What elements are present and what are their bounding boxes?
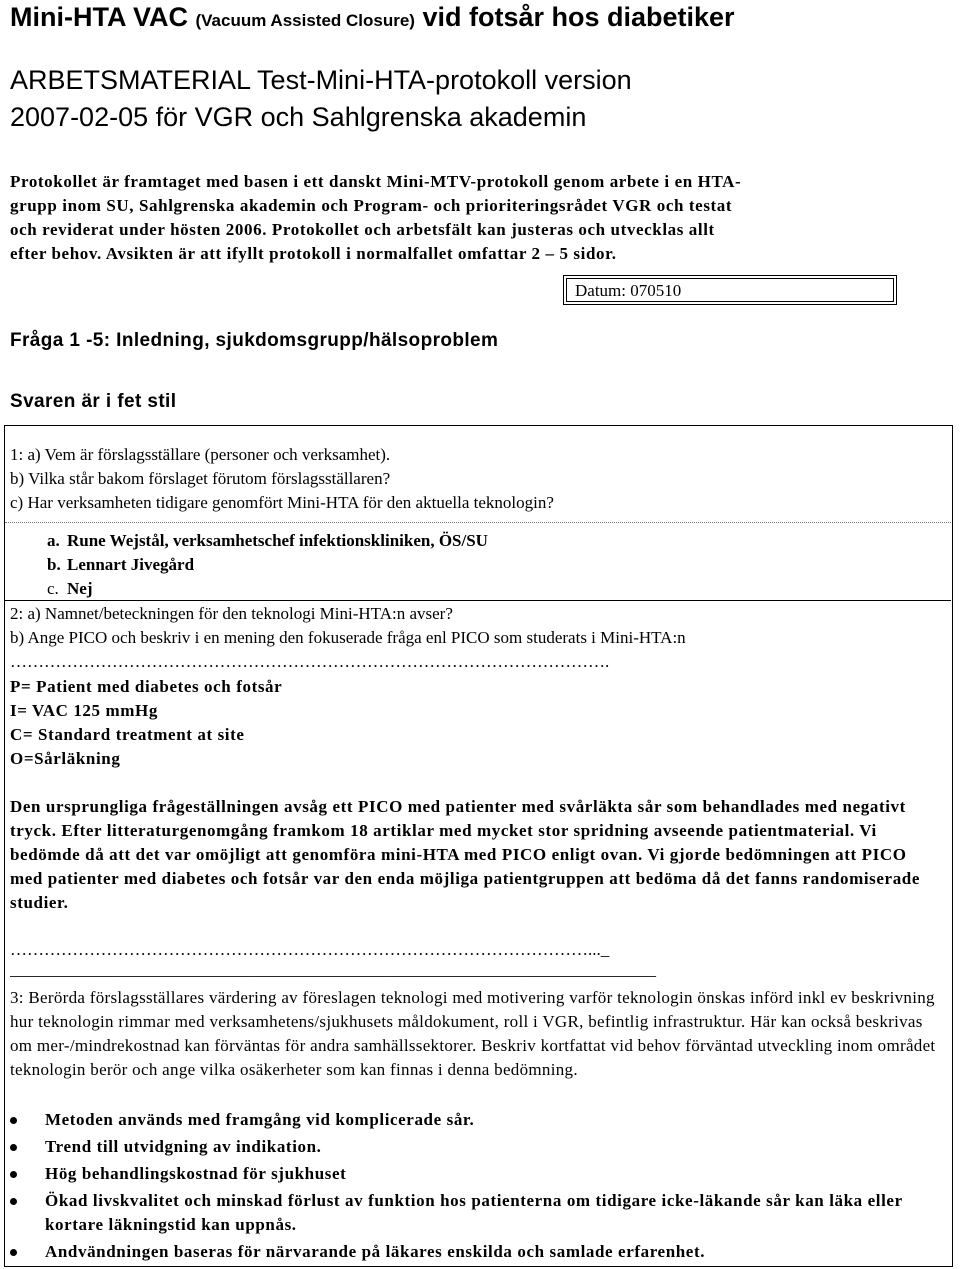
bullet-icon (10, 1171, 17, 1178)
q1-question-a: 1: a) Vem är förslagsställare (personer och verksamhet). (10, 445, 391, 464)
intro-paragraph (10, 170, 945, 266)
bullet-icon (10, 1117, 17, 1124)
list-item-text: Trend till utvidgning av indikation. (45, 1137, 322, 1156)
q2-question-a: 2: a) Namnet/beteckningen för den teknologi Mini-HTA:n avser? (10, 604, 453, 623)
answer-label: c. (47, 579, 59, 598)
answer-label: b. (47, 555, 61, 574)
answer-text: Nej (67, 579, 93, 598)
title-main-part-a: Mini-HTA VAC (10, 2, 196, 32)
intro-line: grupp inom SU, Sahlgrenska akademin och Program- och prioriteringsrådet VGR och testat (10, 196, 733, 215)
pico-intervention: I= VAC 125 mmHg (10, 701, 158, 720)
q2-question-b: b) Ange PICO och beskriv i en mening den fokuserade fråga enl PICO som studerats i Mini-HTA:n (10, 628, 686, 647)
section-heading-answers-note: Svaren är i fet stil (10, 391, 177, 412)
list-item (0, 1108, 950, 1132)
list-item-text: Hög behandlingskostnad för sjukhuset (45, 1164, 347, 1183)
date-field: Datum: 070510 (566, 278, 894, 302)
pico-comparison: C= Standard treatment at site (10, 725, 245, 744)
q2-dotted-fill: ……………………………………………………………………………………………. (10, 652, 610, 671)
list-item-text: Ökad livskvalitet och minskad förlust av funktion hos patienterna om tidigare icke-läkande sår kan läka eller kortare läkningstid kan uppnås. (45, 1191, 903, 1234)
q3-question: 3: Berörda förslagsställares värdering av föreslagen teknologi med motivering varför teknologin önskas införd inkl ev beskrivning hur teknologin rimmar med verksamhetens/sjukhusets måldokument, roll i VGR, befintlig infrastruktur. Här kan också beskrivas om mer-/mindrekostnad kan förväntas för andra samhällssektorer. Beskriv kortfattat vid behov förväntad utveckling inom området teknologin berör och ange vilka osäkerheter som kan finnas i denna bedömning. (10, 988, 936, 1079)
bullet-icon (10, 1144, 17, 1151)
list-item-text: Metoden används med framgång vid komplicerade sår. (45, 1110, 475, 1129)
subtitle-line-1: ARBETSMATERIAL Test-Mini-HTA-protokoll version (10, 65, 632, 95)
section-heading-questions: Fråga 1 -5: Inledning, sjukdomsgrupp/hälsoproblem (10, 330, 499, 351)
intro-line: och reviderat under hösten 2006. Protokollet och arbetsfält kan justeras och utvecklas allt (10, 220, 715, 239)
intro-line: Protokollet är framtaget med basen i ett danskt Mini-MTV-protokoll genom arbete i en HTA- (10, 172, 742, 191)
q1-question-c: c) Har verksamheten tidigare genomfört Mini-HTA för den aktuella teknologin? (10, 493, 554, 512)
divider-dotted (5, 522, 951, 523)
answer-text: Lennart Jivegård (67, 555, 195, 574)
q1-answer-a (47, 529, 488, 553)
document-subtitle (10, 62, 910, 136)
divider-solid (5, 600, 951, 601)
q1-answer-b (47, 553, 194, 577)
pico-outcome: O=Sårläkning (10, 749, 121, 768)
q1-question-b: b) Vilka står bakom förslaget förutom förslagsställaren? (10, 469, 391, 488)
pico-patient: P= Patient med diabetes och fotsår (10, 677, 283, 696)
answer-text: Rune Wejstål, verksamhetschef infektionskliniken, ÖS/SU (67, 531, 488, 550)
q2-answer-paragraph: Den ursprungliga frågeställningen avsåg ett PICO med patienter med svårläkta sår som behandlades med negativt tryck. Efter litteraturgenomgång framkom 18 artiklar med mycket stor spridning avseende patientmaterial. Vi bedömde då att det var omöjligt att genomföra mini-HTA med PICO enligt ovan. Vi gjorde bedömningen att PICO med patienter med diabetes och fotsår var den enda möjliga patientgruppen att bedöma då det fanns randomiserade studier. (10, 797, 920, 912)
list-item (0, 1189, 950, 1237)
list-item (0, 1240, 950, 1264)
bullet-icon (10, 1198, 17, 1205)
list-item-text: Andvändningen baseras för närvarande på läkares enskilda och samlade erfarenhet. (45, 1242, 706, 1261)
q2-underline-fill: ____________________________________________________________________________ (10, 960, 656, 979)
title-parenthetical: (Vacuum Assisted Closure) (195, 11, 415, 30)
title-main-part-b: vid fotsår hos diabetiker (414, 2, 735, 32)
q3-answer-list (0, 1108, 950, 1267)
document-title (10, 2, 735, 33)
list-item (0, 1162, 950, 1186)
answer-label: a. (47, 531, 60, 550)
q2-dotted-fill-2: …………………………………………………………………………………………..._ (10, 940, 610, 959)
q1-answer-c (47, 577, 92, 601)
bullet-icon (10, 1249, 17, 1256)
list-item (0, 1135, 950, 1159)
subtitle-line-2: 2007-02-05 för VGR och Sahlgrenska akademin (10, 102, 587, 132)
intro-line: efter behov. Avsikten är att ifyllt protokoll i normalfallet omfattar 2 – 5 sidor. (10, 244, 617, 263)
